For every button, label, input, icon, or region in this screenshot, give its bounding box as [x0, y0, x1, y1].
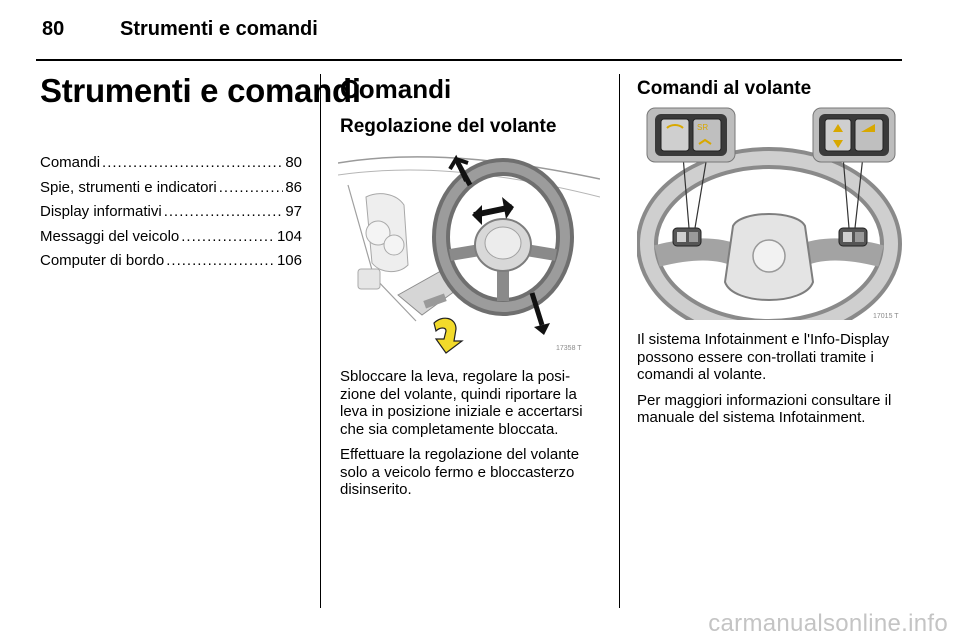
steering-controls-drawing [637, 106, 902, 320]
toc-entry-page: 80 [285, 154, 302, 171]
paragraph: Per maggiori informazioni consultare il manuale del sistema Infotainment. [637, 391, 892, 426]
header-rule [36, 59, 902, 61]
toc-leader [219, 176, 284, 201]
toc-leader [164, 200, 284, 225]
toc-entry-label: Comandi [40, 154, 101, 171]
toc-entry[interactable] [40, 151, 302, 176]
table-of-contents [40, 151, 302, 274]
toc-entry[interactable] [40, 249, 302, 274]
steering-adjust-text [340, 368, 605, 507]
column-divider-right [619, 74, 620, 608]
subsection-title-steering-adjust: Regolazione del volante [340, 116, 557, 137]
paragraph: Sbloccare la leva, regolare la posi-zione del volante, quindi riportare la leva in posizione iniziale e accertarsi che sia completamente bloccata. [340, 368, 583, 438]
toc-entry-page: 86 [285, 178, 302, 196]
paragraph: Il sistema Infotainment e l'Info-Display possono essere con-trollati tramite i comandi al volante. [637, 331, 890, 383]
running-header-title: Strumenti e comandi [120, 18, 318, 40]
toc-entry-label: Spie, strumenti e indicatori [40, 178, 217, 196]
toc-entry-label: Computer di bordo [40, 252, 165, 269]
toc-entry[interactable] [40, 225, 302, 250]
steering-controls-text [637, 331, 902, 435]
section-title: Comandi [340, 74, 452, 104]
chapter-title: Strumenti e comandi [40, 72, 361, 109]
watermark: carmanualsonline.info [708, 610, 948, 637]
toc-entry-page: 106 [276, 252, 302, 269]
figure-code: 17015 T [873, 313, 899, 320]
paragraph: Effettuare la regolazione del volante solo a veicolo fermo e bloccasterzo disinserito. [340, 446, 580, 498]
toc-leader [102, 151, 283, 176]
column-divider-left [320, 74, 321, 608]
toc-leader [181, 225, 275, 250]
steering-controls-illustration [637, 106, 902, 320]
page-number: 80 [42, 18, 65, 40]
steering-adjust-drawing [338, 145, 600, 355]
svg-text:SR: SR [697, 123, 709, 132]
toc-entry-page: 104 [276, 227, 302, 245]
toc-entry-label: Display informativi [40, 203, 162, 220]
subsection-title-steering-controls: Comandi al volante [637, 78, 812, 99]
toc-entry-page: 97 [285, 203, 302, 220]
toc-entry[interactable] [40, 200, 302, 225]
toc-leader [166, 249, 275, 274]
steering-adjust-illustration [338, 145, 600, 355]
toc-entry-label: Messaggi del veicolo [40, 227, 180, 245]
figure-code: 17358 T [556, 345, 582, 352]
toc-entry[interactable] [40, 176, 302, 201]
